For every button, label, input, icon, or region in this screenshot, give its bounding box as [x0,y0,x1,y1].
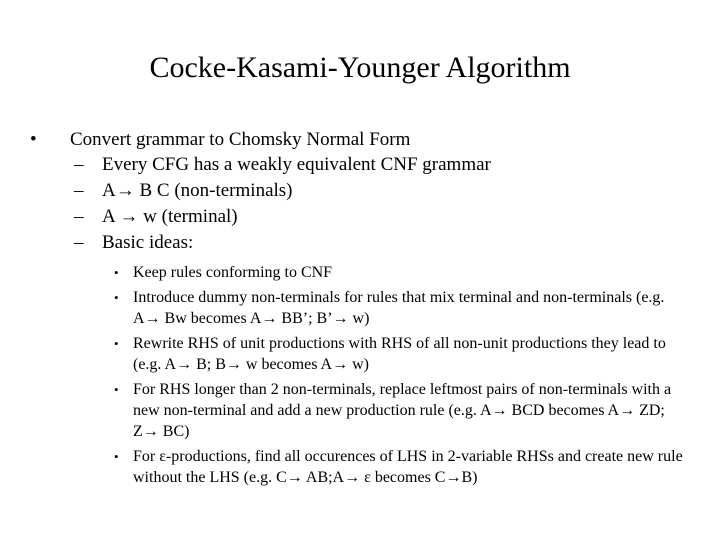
idea-item [0,446,720,488]
subitem-text: Basic ideas: [102,232,194,253]
subitem-text: A → w (terminal) [102,206,238,227]
subitem [0,152,720,178]
bullet-marker: • [114,382,119,397]
bullet-marker: • [114,449,119,464]
bullet-marker: • [114,290,119,305]
idea-item [0,333,720,375]
idea-item [0,262,720,283]
subitem [0,178,720,204]
dash-marker: – [74,206,84,227]
bullet-item [0,128,720,152]
subitem-text: Every CFG has a weakly equivalent CNF grammar [102,154,491,175]
idea-text: For RHS longer than 2 non-terminals, replace leftmost pairs of non-terminals with a new non-terminal and add a new production rule (e.g. A→ BCD becomes A→ ZD; Z→ BC) [133,381,672,440]
dash-marker: – [74,232,84,253]
slide-title: Cocke-Kasami-Younger Algorithm [149,51,571,84]
dash-marker: – [74,180,84,201]
idea-text: Rewrite RHS of unit productions with RHS of all non-unit productions they lead to (e.g. A→ B; B→ w becomes A→ w) [133,335,666,373]
subitem [0,230,720,256]
bullet-marker: • [30,129,37,150]
dash-marker: – [74,154,84,175]
bullet-marker: • [114,336,119,351]
bullet-marker: • [114,265,119,280]
ideas-list [0,262,720,488]
slide-content [0,128,720,492]
subitem [0,204,720,230]
idea-text: Introduce dummy non-terminals for rules that mix terminal and non-terminals (e.g. A→ Bw becomes A→ BB’; B’→ w) [133,289,665,327]
idea-item [0,379,720,442]
idea-item [0,287,720,329]
subitem-text: A→ B C (non-terminals) [102,180,293,201]
idea-text: Keep rules conforming to CNF [133,264,333,281]
bullet-text: Convert grammar to Chomsky Normal Form [70,129,411,150]
idea-text: For ε-productions, find all occurences of LHS in 2-variable RHSs and create new rule without the LHS (e.g. C→ AB;A→ ε becomes C→B) [133,448,683,486]
